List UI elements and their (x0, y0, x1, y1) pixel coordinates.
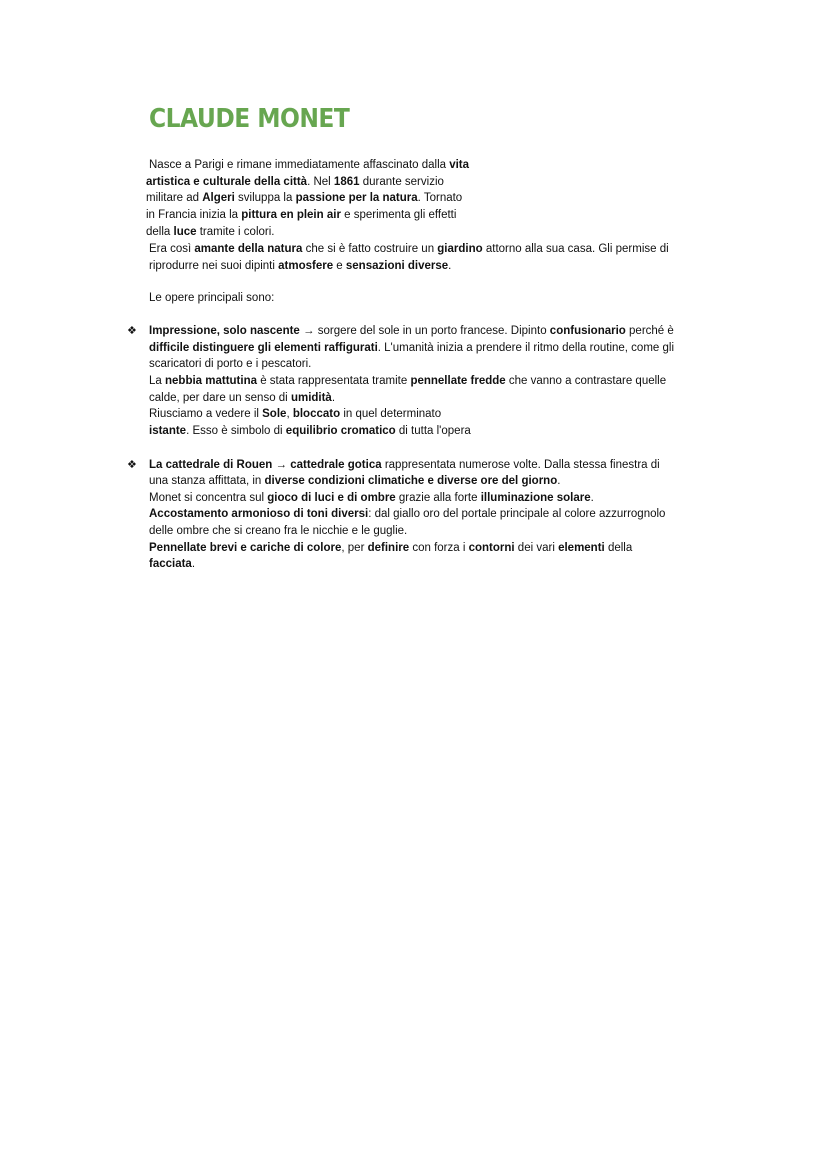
bold-text: 1861 (333, 176, 360, 188)
bold-text: nebbia mattutina (165, 375, 258, 387)
bold-text: Pennellate brevi e cariche di colore (149, 542, 342, 554)
text-run: scaricatori di porto e i pescatori. (149, 358, 312, 370)
bold-text: atmosfere (278, 260, 334, 272)
text-run: . L'umanità inizia a prendere il ritmo della routine, come gli (377, 342, 674, 354)
intro-line (146, 208, 456, 224)
bold-text: Impressione, solo nascente (149, 325, 300, 337)
bold-text: pennellate fredde (410, 375, 506, 387)
bold-text: equilibrio cromatico (285, 425, 396, 437)
works-intro: Le opere principali sono: (149, 292, 275, 304)
bold-text: bloccato (292, 408, 341, 420)
intro-line (149, 259, 451, 275)
bold-text: elementi (558, 542, 605, 554)
text-run: → (272, 459, 291, 471)
text-run: e (333, 260, 346, 272)
bold-text: diverse condizioni climatiche e diverse ore del giorno (264, 475, 558, 487)
text-run: è stata rappresentata tramite (257, 375, 411, 387)
text-run: di tutta l'opera (395, 425, 471, 437)
bold-text: Algeri (202, 192, 235, 204)
text-run: della (146, 226, 174, 238)
item-line (149, 557, 195, 573)
text-run: : dal giallo oro del portale principale al colore azzurrognolo (368, 508, 666, 520)
text-run: Nasce a Parigi e rimane immediatamente affascinato dalla (149, 159, 450, 171)
text-run: grazie alla forte (395, 492, 481, 504)
text-run: durante servizio (359, 176, 444, 188)
intro-line (149, 158, 469, 174)
item-line (149, 541, 632, 557)
bold-text: umidità (290, 392, 332, 404)
item-line (149, 524, 407, 540)
text-run: riprodurre nei suoi dipinti (149, 260, 279, 272)
bold-text: confusionario (549, 325, 626, 337)
text-run: una stanza affittata, in (149, 475, 265, 487)
text-run: dei vari (514, 542, 559, 554)
bold-text: facciata (149, 558, 192, 570)
intro-line (146, 191, 462, 207)
bold-text: giardino (437, 243, 483, 255)
text-run: La (149, 375, 165, 387)
item-line (149, 474, 560, 490)
intro-line (146, 225, 274, 241)
text-run: in quel determinato (340, 408, 442, 420)
text-run: della (604, 542, 633, 554)
text-run: . (448, 260, 452, 272)
bold-text: contorni (468, 542, 515, 554)
text-run: attorno alla sua casa. Gli permise di (482, 243, 669, 255)
text-run: . (191, 558, 196, 570)
text-run: Monet si concentra sul (149, 492, 268, 504)
bold-text: amante della natura (194, 243, 303, 255)
text-run: delle ombre che si creano fra le nicchie e le guglie. (149, 525, 408, 537)
bold-text: vita (449, 159, 470, 171)
bold-text: definire (367, 542, 410, 554)
bold-text: difficile distinguere gli elementi raffigurati (149, 342, 378, 354)
text-run: . Nel (307, 176, 334, 188)
item-line (149, 391, 335, 407)
text-run: . (590, 492, 594, 504)
bold-text: artistica e culturale della città (146, 176, 308, 188)
item-line (149, 407, 441, 423)
item-line (149, 424, 471, 440)
text-run: militare ad (146, 192, 203, 204)
text-run: perché è (625, 325, 674, 337)
bold-text: istante (149, 425, 187, 437)
bold-text: gioco di luci e di ombre (267, 492, 396, 504)
bullet-icon: ❖ (127, 458, 137, 471)
text-run: rappresentata numerose volte. Dalla stessa finestra di (381, 459, 660, 471)
text-run: che si è fatto costruire un (302, 243, 438, 255)
bold-text: illuminazione solare (480, 492, 591, 504)
text-run: → sorgere del sole in un porto francese. Dipinto (299, 325, 550, 337)
text-run: in Francia inizia la (146, 209, 242, 221)
text-run: calde, per dare un senso di (149, 392, 291, 404)
text-run: Riusciamo a vedere il (149, 408, 263, 420)
bold-text: Sole (262, 408, 287, 420)
text-run: sviluppa la (234, 192, 296, 204)
text-run: tramite i colori. (196, 226, 275, 238)
text-run: , per (341, 542, 368, 554)
page-title: CLAUDE MONET (149, 104, 350, 134)
text-run: . Esso è simbolo di (186, 425, 286, 437)
text-run: . Tornato (417, 192, 463, 204)
bold-text: pittura en plein air (241, 209, 341, 221)
bold-text: passione per la natura (295, 192, 418, 204)
bold-text: luce (173, 226, 197, 238)
bold-text: cattedrale gotica (290, 459, 382, 471)
bullet-icon: ❖ (127, 324, 137, 337)
item-line (149, 491, 594, 507)
text-run: Era così (149, 243, 195, 255)
text-run: . (331, 392, 336, 404)
item-line (149, 357, 311, 373)
bold-text: sensazioni diverse (345, 260, 449, 272)
text-run: e sperimenta gli effetti (340, 209, 457, 221)
text-run: , (286, 408, 293, 420)
item-line (149, 374, 666, 390)
text-run: con forza i (409, 542, 469, 554)
text-run: . (557, 475, 561, 487)
item-line (149, 507, 665, 523)
intro-line (149, 242, 669, 258)
bold-text: La cattedrale di Rouen (149, 459, 273, 471)
intro-line (146, 175, 444, 191)
item-line (149, 341, 674, 357)
item-line (149, 458, 660, 474)
text-run: che vanno a contrastare quelle (505, 375, 667, 387)
bold-text: Accostamento armonioso di toni diversi (149, 508, 369, 520)
item-line (149, 324, 674, 340)
